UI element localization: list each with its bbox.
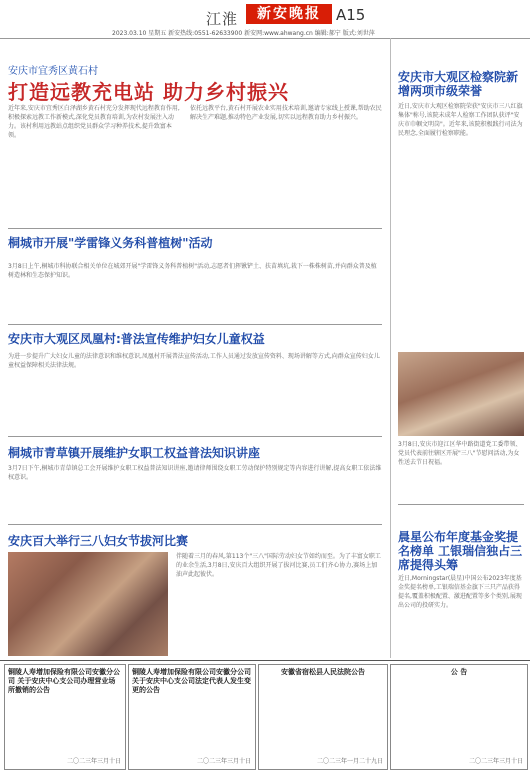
article5-body: 伴随着三月的春风,第113个"三八"国际劳动妇女节如约而至。为了丰富女职工的业余生活,3月8日,安庆百大组织开展了拔河比赛,员工们齐心协力,赛场上加油声此起彼伏。 bbox=[176, 553, 381, 578]
article2-headline: 桐城市开展"学雷锋义务科普植树"活动 bbox=[8, 236, 213, 250]
notice-date: 二〇二三年一月二十九日 bbox=[316, 758, 383, 765]
divider bbox=[8, 324, 382, 325]
divider bbox=[398, 504, 524, 505]
notice-box-4 bbox=[390, 664, 528, 770]
article4-headline: 桐城市青草镇开展维护女职工权益普法知识讲座 bbox=[8, 446, 261, 460]
article7-headline: 晨星公布年度基金奖提名榜单 工银瑞信独占三席提得头筹 bbox=[398, 530, 523, 572]
newspaper-logo: 新安晚报 bbox=[246, 4, 332, 24]
column-divider bbox=[390, 38, 391, 658]
ads-divider bbox=[0, 660, 530, 661]
notice-title: 安徽省宿松县人民法院公告 bbox=[281, 668, 365, 676]
article5-headline: 安庆百大举行三八妇女节拔河比赛 bbox=[8, 534, 189, 548]
article6-headline: 安庆市大观区检察院新增两项市级荣誉 bbox=[398, 70, 519, 98]
notice-date: 二〇二三年三月十日 bbox=[468, 758, 523, 765]
notice-date: 二〇二三年三月十日 bbox=[66, 758, 121, 765]
article2-body: 3月8日上午,桐城市科协联合相关单位在城郊开展"学雷锋义务科普植树"活动,志愿者们挥锹铲土、扶苗填坑,栽下一株株树苗,并向群众普及植树造林和生态保护知识。 bbox=[8, 263, 377, 279]
article1-body-col1: 近年来,安庆市宜秀区白泽湖乡黄石村充分发挥现代远程教育作用,积极探索远教工作新模式,深化党员教育培训,为农村发展注入动力。该村利用远教站点组织党员群众学习种养技术,提升致富本领。 bbox=[8, 105, 180, 139]
section-name: 江淮 bbox=[206, 10, 239, 28]
article1-body-col2: 依托远教平台,黄石村开展农业实用技术培训,邀请专家线上授课,帮助农民解决生产难题,推动特色产业发展,切实以远程教育助力乡村振兴。 bbox=[190, 105, 382, 121]
article7-body: 近日,Morningstar(晨星)中国公布2023年度基金奖提名榜单,工银瑞信基金旗下三只产品获得提名,覆盖积极配置、激进配置等多个类别,展现出公司的投研实力。 bbox=[398, 575, 522, 609]
divider bbox=[8, 228, 382, 229]
article3-body: 为进一步提升广大妇女儿童的法律意识和维权意识,凤凰村开展普法宣传活动,工作人员通过发放宣传资料、现场讲解等方式,向群众宣传妇女儿童权益保障相关法律法规。 bbox=[8, 353, 380, 369]
notice-box-1 bbox=[4, 664, 126, 770]
notice-title: 公 告 bbox=[450, 668, 468, 676]
tug-of-war-photo bbox=[8, 552, 168, 656]
article1-headline: 打造远教充电站 助力乡村振兴 bbox=[8, 80, 289, 104]
notice-date: 二〇二三年三月十日 bbox=[196, 758, 251, 765]
masthead-divider bbox=[0, 38, 530, 39]
article3-headline: 安庆市大观区凤凰村:普法宣传维护妇女儿童权益 bbox=[8, 332, 265, 346]
divider bbox=[8, 524, 382, 525]
article6-body: 近日,安庆市大观区检察院荣获"安庆市三八红旗集体"称号,该院未成年人检察工作团队获评"安庆市巾帼文明岗"。近年来,该院积极践行司法为民理念,全面履行检察职能。 bbox=[398, 103, 523, 137]
notice-box-2 bbox=[128, 664, 256, 770]
article1-kicker: 安庆市宜秀区黄石村 bbox=[8, 66, 98, 77]
masthead-info: 2023.03.10 星期五 新安热线:0551-62633900 新安网:www.ahwang.cn 编辑:郝宁 版式:刘世萍 bbox=[112, 30, 375, 37]
notice-title: 铜陵人寿增加保险有限公司安徽分公司 关于安庆中心支公司办理营业场所撤销的公告 bbox=[8, 668, 120, 694]
notice-title: 铜陵人寿增加保险有限公司安徽分公司 关于安庆中心支公司法定代表人发生变更的公告 bbox=[132, 668, 251, 694]
article4-body: 3月7日下午,桐城市青草镇总工会开展维护女职工权益普法知识讲座,邀请律师围绕女职工劳动保护特别规定等内容进行讲解,提高女职工依法维权意识。 bbox=[8, 465, 382, 481]
divider bbox=[8, 436, 382, 437]
notice-box-3 bbox=[258, 664, 388, 770]
photo-caption: 3月8日,安庆市迎江区华中路街道党工委带领、党员代表前往辖区开展"三八"节慰问活动,为女性送去节日祝福。 bbox=[398, 441, 522, 466]
event-photo bbox=[398, 352, 524, 436]
page-number: A15 bbox=[336, 6, 366, 24]
